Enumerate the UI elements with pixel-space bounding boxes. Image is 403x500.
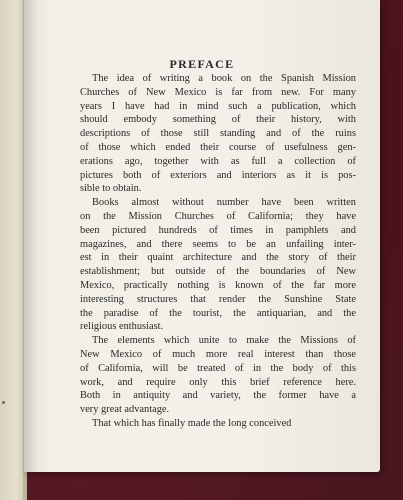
text-line: very great advantage. xyxy=(80,404,170,416)
cover-mark xyxy=(2,401,5,404)
paragraph-2 xyxy=(80,196,356,334)
text-line: establishment; but outside of the boundaries of New xyxy=(80,266,356,278)
text-line: Churches of New Mexico is far from new. For many xyxy=(80,86,356,98)
page-title: PREFACE xyxy=(169,57,235,71)
text-line: of California, will be treated of in the body of this xyxy=(80,362,356,374)
text-line: on the Mission Churches of California; they have xyxy=(80,210,356,222)
text-line: magazines, and there seems to be an unfailing inter- xyxy=(80,238,356,250)
text-line: The idea of writing a book on the Spanish Mission xyxy=(92,73,356,84)
text-line: Both in antiquity and variety, the former have a xyxy=(80,390,356,402)
text-line: erations ago, together with as full a collection of xyxy=(80,155,356,167)
text-line: interesting structures that render the Sunshine State xyxy=(80,293,356,305)
text-line: That which has finally made the long conceived xyxy=(92,417,292,429)
text-line: religious enthusiast. xyxy=(80,321,164,333)
paragraph-4 xyxy=(80,417,356,431)
text-line: Mexico, practically nothing is known of the far more xyxy=(80,279,356,291)
text-line: pictures both of exteriors and interiors as it is pos- xyxy=(80,169,356,181)
text-line: est in their quaint architecture and the story of their xyxy=(80,252,356,264)
text-line: the paradise of the tourist, the antiquarian, and the xyxy=(80,307,356,319)
text-line: work, and require only this brief reference here. xyxy=(80,376,356,388)
text-line: sible to obtain. xyxy=(80,183,142,195)
text-line: of those which ended their course of usefulness gen- xyxy=(80,141,356,153)
preface-body xyxy=(80,72,356,431)
book-cover-edge xyxy=(0,0,27,500)
paragraph-1 xyxy=(80,72,356,196)
text-line: The elements which unite to make the Missions of xyxy=(92,335,356,347)
text-line: years I have had in mind such a publication, which xyxy=(80,100,356,112)
text-line: New Mexico of much more real interest than those xyxy=(80,348,356,360)
text-line: Books almost without number have been written xyxy=(92,197,356,209)
text-line: descriptions of those still standing and of the ruins xyxy=(80,128,356,140)
text-line: been pictured hundreds of times in pamphlets and xyxy=(80,224,356,236)
text-line: should embody something of their history, with xyxy=(80,114,356,126)
paragraph-3 xyxy=(80,334,356,417)
